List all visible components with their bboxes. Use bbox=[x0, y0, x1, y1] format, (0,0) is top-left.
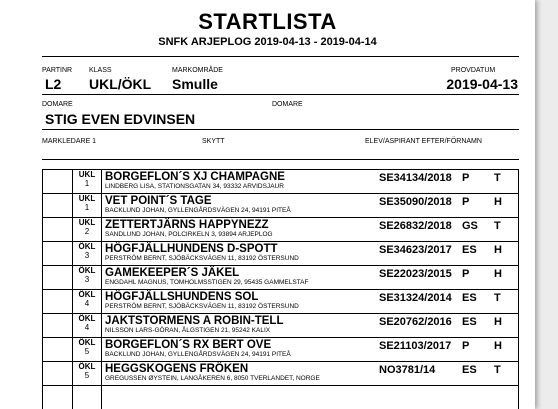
divider bbox=[42, 94, 519, 95]
result-code: H bbox=[494, 196, 502, 208]
class-cell bbox=[73, 242, 102, 266]
blank-cell bbox=[43, 242, 73, 266]
entry-class: ÖKL bbox=[78, 362, 96, 371]
table-row bbox=[43, 338, 519, 362]
blank-cell bbox=[43, 290, 73, 314]
registration-number: SE26832/2018 bbox=[379, 220, 452, 232]
entry-number: 5 bbox=[84, 371, 90, 380]
entry-class: UKL bbox=[78, 218, 96, 227]
class-cell bbox=[73, 218, 102, 242]
entry-cell bbox=[102, 266, 519, 290]
entry-number: 3 bbox=[84, 251, 90, 260]
breed-code: P bbox=[462, 196, 470, 208]
table-row bbox=[43, 170, 519, 194]
owner-address: BACKLUND JOHAN, GYLLENGÅRDSVÄGEN 24, 94191 PITEÅ bbox=[105, 351, 291, 358]
owner-address: BACKLUND JOHAN, GYLLENGÅRDSVÄGEN 24, 94191 PITEÅ bbox=[105, 207, 291, 214]
entry-cell bbox=[102, 290, 519, 314]
label-domare: DOMARE bbox=[42, 101, 73, 108]
entry-number: 4 bbox=[84, 323, 90, 332]
table-row bbox=[43, 194, 519, 218]
table-row-empty bbox=[43, 386, 519, 409]
result-code: H bbox=[494, 244, 502, 256]
markomrade-value: Smulle bbox=[172, 76, 218, 92]
result-code: H bbox=[494, 316, 502, 328]
blank-cell bbox=[43, 170, 73, 194]
divider bbox=[42, 159, 519, 160]
entry-class: ÖKL bbox=[78, 290, 96, 299]
label-domare-2: DOMARE bbox=[272, 101, 303, 108]
result-code: H bbox=[494, 268, 502, 280]
divider bbox=[42, 129, 519, 130]
owner-address: LINDBERG LISA, STATIONSGATAN 34, 93332 ARVIDSJAUR bbox=[105, 183, 284, 190]
entry-cell bbox=[102, 194, 519, 218]
entry-number: 1 bbox=[84, 179, 90, 188]
result-code: T bbox=[494, 220, 501, 232]
dog-name: BORGEFLON´S XJ CHAMPAGNE bbox=[105, 171, 285, 183]
domare-value: STIG EVEN EDVINSEN bbox=[45, 111, 196, 127]
registration-number: SE22023/2015 bbox=[379, 268, 452, 280]
dog-name: ZETTERTJÄRNS HAPPYNEZZ bbox=[105, 219, 269, 231]
entry-class: UKL bbox=[78, 194, 96, 203]
label-provdatum: PROVDATUM bbox=[451, 67, 496, 74]
table-row bbox=[43, 362, 519, 386]
entry-cell bbox=[102, 170, 519, 194]
entry-cell bbox=[102, 242, 519, 266]
class-cell bbox=[73, 266, 102, 290]
entry-class: ÖKL bbox=[78, 338, 96, 347]
entry-class: ÖKL bbox=[78, 266, 96, 275]
table-row bbox=[43, 242, 519, 266]
breed-code: ES bbox=[462, 292, 477, 304]
entry-class: ÖKL bbox=[78, 314, 96, 323]
entry-cell bbox=[102, 314, 519, 338]
entry-class: UKL bbox=[78, 170, 96, 179]
event-subtitle: SNFK ARJEPLOG 2019-04-13 - 2019-04-14 bbox=[158, 36, 377, 48]
label-elev: ELEV/ASPIRANT EFTER/FÖRNAMN bbox=[365, 138, 482, 145]
label-klass: KLASS bbox=[89, 67, 112, 74]
breed-code: ES bbox=[462, 316, 477, 328]
entry-number: 1 bbox=[84, 203, 90, 212]
breed-code: GS bbox=[462, 220, 478, 232]
result-code: T bbox=[494, 172, 501, 184]
registration-number: SE31324/2014 bbox=[379, 292, 452, 304]
result-code: T bbox=[494, 364, 501, 376]
registration-number: SE34623/2017 bbox=[379, 244, 452, 256]
blank-cell bbox=[43, 338, 73, 362]
dog-name: HÖGFJÄLLHUNDENS D-SPOTT bbox=[105, 243, 278, 255]
owner-address: NILSSON LARS-GÖRAN, ÅLGSTIGEN 21, 95242 KALIX bbox=[105, 327, 271, 334]
label-partinr: PARTINR bbox=[42, 67, 73, 74]
entry-cell bbox=[102, 362, 519, 386]
dog-name: BORGEFLON´S RX BERT OVE bbox=[105, 339, 272, 351]
table-row bbox=[43, 314, 519, 338]
entry-number: 3 bbox=[84, 275, 90, 284]
label-markomrade: MARKOMRÅDE bbox=[172, 67, 223, 74]
class-cell bbox=[73, 314, 102, 338]
dog-name: HEGGSKOGENS FRÖKEN bbox=[105, 363, 249, 375]
blank-cell bbox=[43, 362, 73, 386]
dog-name: VET POINT´S TAGE bbox=[105, 195, 212, 207]
breed-code: P bbox=[462, 172, 470, 184]
owner-address: SANDLUND JOHAN, POLCIRKELN 3, 93894 ARJEPLOG bbox=[105, 231, 273, 238]
page-title: STARTLISTA bbox=[198, 9, 337, 34]
startlist-table bbox=[42, 169, 519, 409]
class-cell bbox=[73, 170, 102, 194]
entry-cell bbox=[102, 218, 519, 242]
label-skytt: SKYTT bbox=[202, 138, 225, 145]
registration-number: NO3781/14 bbox=[379, 364, 436, 376]
blank-cell bbox=[43, 314, 73, 338]
klass-value: UKL/ÖKL bbox=[89, 76, 152, 92]
result-code: T bbox=[494, 292, 501, 304]
divider bbox=[42, 56, 519, 57]
provdatum-value: 2019-04-13 bbox=[446, 76, 518, 92]
registration-number: SE34134/2018 bbox=[379, 172, 452, 184]
class-cell bbox=[73, 290, 102, 314]
entry-number: 5 bbox=[84, 347, 90, 356]
owner-address: PERSTRÖM BERNT, SJÖBÄCKSVÄGEN 11, 83192 ÖSTERSUND bbox=[105, 303, 299, 310]
breed-code: P bbox=[462, 340, 470, 352]
entry-number: 4 bbox=[84, 299, 90, 308]
entry-number: 2 bbox=[84, 227, 90, 236]
entry-cell bbox=[102, 338, 519, 362]
registration-number: SE20762/2016 bbox=[379, 316, 452, 328]
owner-address: GREGUSSEN ØYSTEIN, LANGÅKEREN 6, 8050 TVERLANDET, NORGE bbox=[105, 375, 320, 382]
dog-name: GAMEKEEPER´S JÄKEL bbox=[105, 267, 240, 279]
owner-address: ENGDAHL MAGNUS, TOMHOLMSSTIGEN 29, 95435 GAMMELSTAF bbox=[105, 279, 309, 286]
owner-address: PERSTRÖM BERNT, SJÖBÄCKSVÄGEN 11, 83192 ÖSTERSUND bbox=[105, 255, 299, 262]
table-row bbox=[43, 266, 519, 290]
table-row bbox=[43, 218, 519, 242]
registration-number: SE21103/2017 bbox=[379, 340, 452, 352]
entry-class: ÖKL bbox=[78, 242, 96, 251]
table-row bbox=[43, 290, 519, 314]
result-code: H bbox=[494, 340, 502, 352]
class-cell bbox=[73, 338, 102, 362]
registration-number: SE35090/2018 bbox=[379, 196, 452, 208]
blank-cell bbox=[43, 194, 73, 218]
blank-cell bbox=[43, 266, 73, 290]
blank-cell bbox=[43, 218, 73, 242]
class-cell bbox=[73, 362, 102, 386]
dog-name: HÖGFJÄLLSHUNDENS SOL bbox=[105, 291, 259, 303]
class-cell bbox=[73, 194, 102, 218]
breed-code: ES bbox=[462, 244, 477, 256]
dog-name: JAKTSTORMENS A ROBIN-TELL bbox=[105, 315, 284, 327]
label-markledare: MARKLEDARE 1 bbox=[42, 138, 97, 145]
partinr-value: L2 bbox=[45, 76, 62, 92]
breed-code: ES bbox=[462, 364, 477, 376]
breed-code: P bbox=[462, 268, 470, 280]
